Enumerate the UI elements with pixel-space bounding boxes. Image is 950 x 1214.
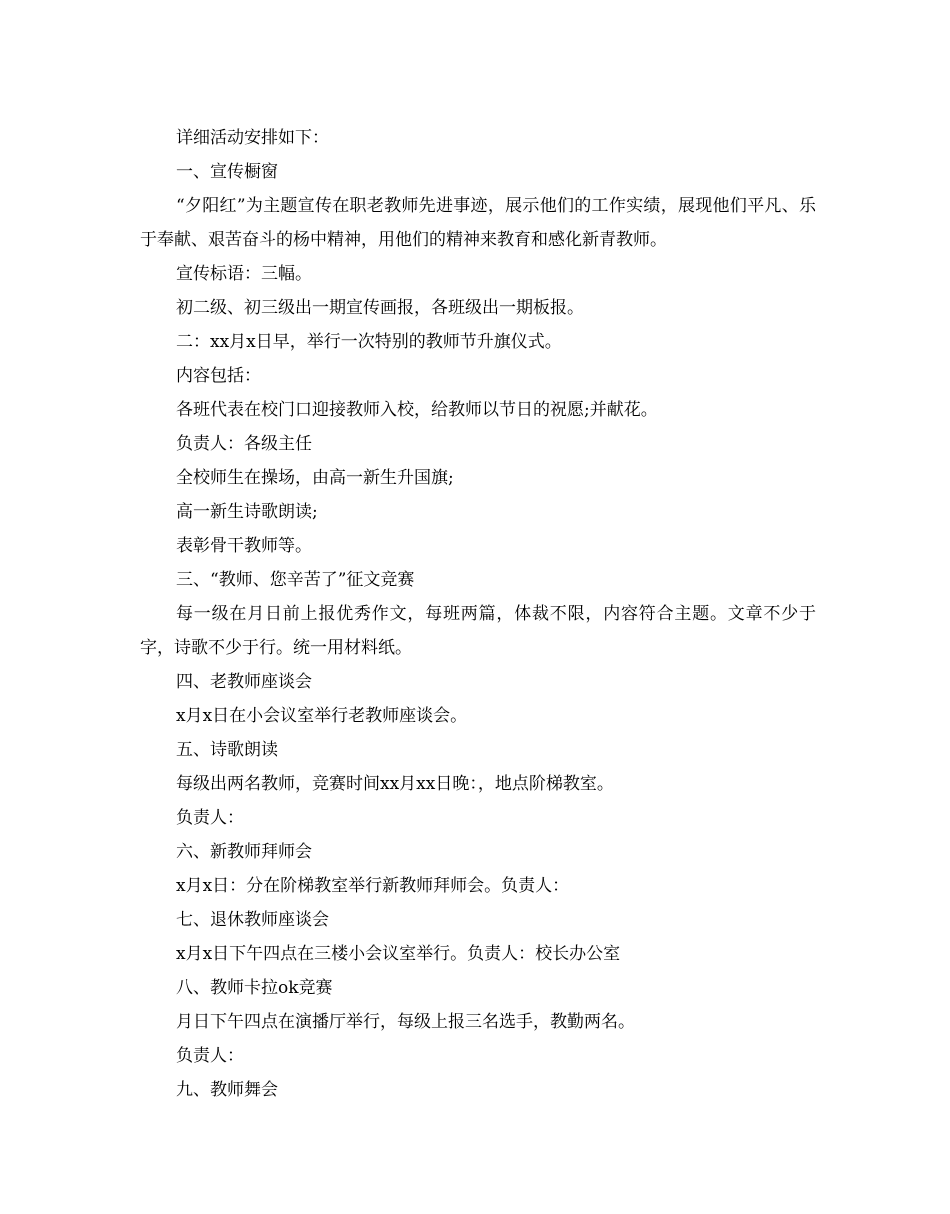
paragraph: 负责人：各级主任	[176, 434, 312, 454]
paragraph: x月x日下午四点在三楼小会议室举行。负责人：校长办公室	[176, 944, 621, 964]
section-heading: 五、诗歌朗读	[176, 740, 278, 760]
section-heading: 八、教师卡拉ok竞赛	[176, 978, 333, 998]
document-body	[140, 121, 816, 1107]
paragraph: 负责人：	[176, 1046, 244, 1066]
section-heading: 一、宣传橱窗	[176, 162, 278, 182]
paragraph: 详细活动安排如下：	[176, 128, 329, 148]
section-heading: 二：xx月x日早，举行一次特别的教师节升旗仪式。	[176, 332, 562, 352]
paragraph: 每一级在月日前上报优秀作文，每班两篇，体裁不限，内容符合主题。文章不少于字，诗歌不少于行。统一用材料纸。	[140, 604, 816, 658]
paragraph: x月x日：分在阶梯教室举行新教师拜师会。负责人：	[176, 876, 570, 896]
section-heading: 九、教师舞会	[176, 1080, 278, 1100]
paragraph: 初二级、初三级出一期宣传画报，各班级出一期板报。	[176, 298, 584, 318]
paragraph: 全校师生在操场，由高一新生升国旗;	[176, 468, 454, 488]
paragraph: 宣传标语：三幅。	[176, 264, 312, 284]
paragraph: “夕阳红”为主题宣传在职老教师先进事迹，展示他们的工作实绩，展现他们平凡、乐于奉献、艰苦奋斗的杨中精神，用他们的精神来教育和感化新青教师。	[140, 196, 816, 250]
paragraph: 月日下午四点在演播厅举行，每级上报三名选手，教勤两名。	[176, 1012, 635, 1032]
paragraph: 每级出两名教师，竞赛时间xx月xx日晚：，地点阶梯教室。	[176, 774, 614, 794]
paragraph: x月x日在小会议室举行老教师座谈会。	[176, 706, 468, 726]
paragraph: 负责人：	[176, 808, 244, 828]
paragraph: 表彰骨干教师等。	[176, 536, 312, 556]
section-heading: 七、退休教师座谈会	[176, 910, 329, 930]
paragraph: 高一新生诗歌朗读;	[176, 502, 318, 522]
paragraph: 内容包括：	[176, 366, 261, 386]
section-heading: 六、新教师拜师会	[176, 842, 312, 862]
paragraph: 各班代表在校门口迎接教师入校，给教师以节日的祝愿;并献花。	[176, 400, 658, 420]
section-heading: 三、“教师、您辛苦了”征文竞赛	[176, 570, 415, 590]
section-heading: 四、老教师座谈会	[176, 672, 312, 692]
